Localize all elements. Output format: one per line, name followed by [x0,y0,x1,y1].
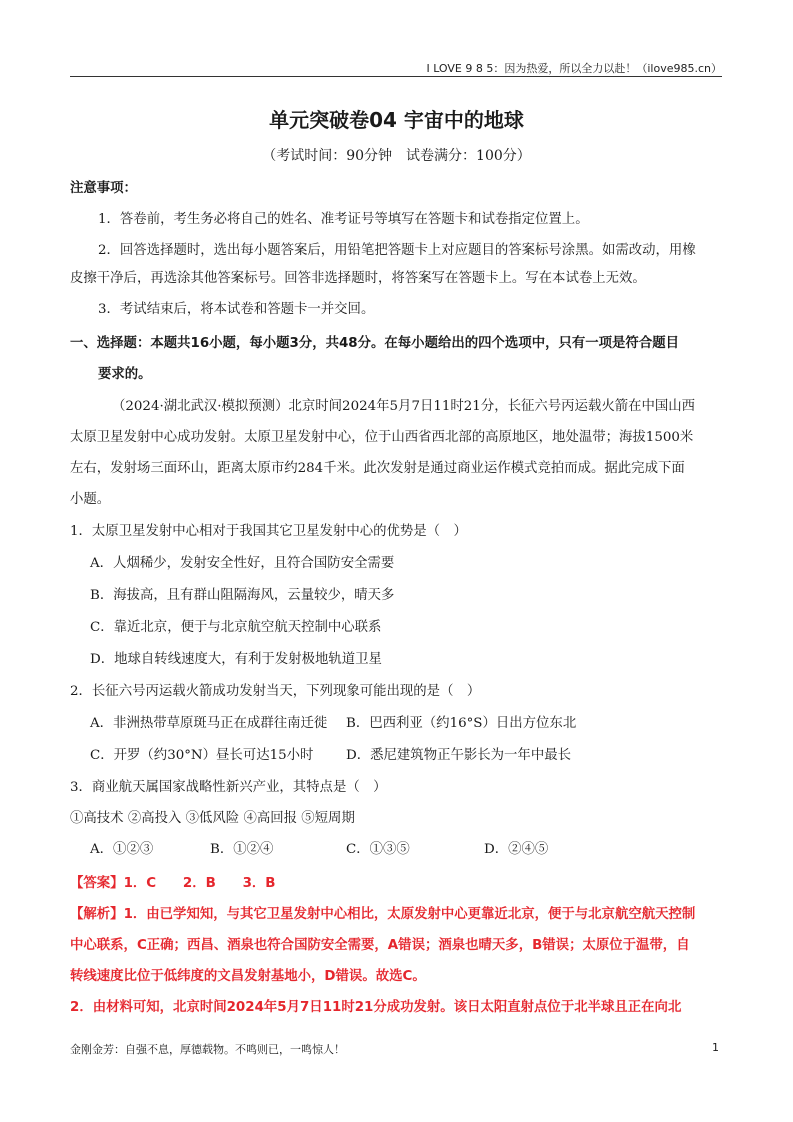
exam-info: （考试时间：90分钟 试卷满分：100分） [262,148,531,164]
material-line-3: 左右，发射场三面环山，距离太原市约284千米。此次发射是通过商业运作模式竞拍而成。据此完成下面 [70,461,685,476]
question-3-option-d: D．②④⑤ [484,842,549,857]
analysis-line-1 [70,903,695,922]
question-2-option-c: C．开罗（约30°N）昼长可达15小时 [90,748,314,763]
question-3-option-a: A．①②③ [90,842,154,857]
answer-text: 1．C 2．B 3．B [123,876,276,891]
answer-label: 【答案】 [70,876,124,891]
question-3-items: ①高技术 ②高投入 ③低风险 ④高回报 ⑤短周期 [70,811,355,826]
question-2-option-b: B．巴西利亚（约16°S）日出方位东北 [346,716,577,731]
question-3-option-b: B．①②④ [210,842,274,857]
analysis-line-3: 转线速度比位于低纬度的文昌发射基地小，D错误。故选C。 [70,969,426,984]
analysis-label: 【解析】 [70,907,124,922]
question-3-stem: 3．商业航天属国家战略性新兴产业，其特点是（ ） [70,780,387,795]
page-number: 1 [712,1041,719,1054]
question-1-option-c: C．靠近北京，便于与北京航空航天控制中心联系 [90,620,382,635]
note-1: 1．答卷前，考生务必将自己的姓名、准考证号等填写在答题卡和试卷指定位置上。 [98,212,589,227]
page-header: I LOVE 9 8 5：因为热爱，所以全力以赴！（ilove985.cn） [426,62,722,75]
question-1-option-d: D．地球自转线速度大，有利于发射极地轨道卫星 [90,652,382,667]
analysis-text-1: 1．由已学知知，与其它卫星发射中心相比，太原发射中心更靠近北京，便于与北京航空航天控制 [123,907,696,922]
question-2-stem: 2．长征六号丙运载火箭成功发射当天，下列现象可能出现的是（ ） [70,684,481,699]
note-2b: 皮擦干净后，再选涂其他答案标号。回答非选择题时，将答案写在答题卡上。写在本试卷上无效。 [70,271,646,286]
question-1-option-b: B．海拔高，且有群山阻隔海风，云量较少，晴天多 [90,588,395,603]
question-2-option-a: A．非洲热带草原斑马正在成群往南迁徙 [90,716,328,731]
page-title: 单元突破卷04 宇宙中的地球 [269,108,524,132]
question-1-stem: 1．太原卫星发射中心相对于我国其它卫星发射中心的优势是（ ） [70,524,467,539]
note-3: 3．考试结束后，将本试卷和答题卡一并交回。 [98,302,375,317]
footer-motto: 金刚金芳：自强不息，厚德载物。不鸣则已，一鸣惊人！ [70,1043,345,1056]
header-divider [70,76,722,77]
analysis-line-2: 中心联系，C正确；西昌、酒泉也符合国防安全需要，A错误；酒泉也晴天多，B错误；太原位于温带，自 [70,938,690,953]
answer-block [70,872,276,891]
section-heading-line2: 要求的。 [98,367,152,382]
question-1-option-a: A．人烟稀少，发射安全性好，且符合国防安全需要 [90,556,395,571]
analysis-line-4: 2．由材料可知，北京时间2024年5月7日11时21分成功发射。该日太阳直射点位于北半球且正在向北 [70,1000,682,1015]
notes-heading: 注意事项： [70,181,137,196]
material-line-2: 太原卫星发射中心成功发射。太原卫星发射中心，位于山西省西北部的高原地区，地处温带；海拔1500米 [70,430,694,445]
material-line-4: 小题。 [70,492,111,507]
question-3-option-c: C．①③⑤ [346,842,410,857]
material-line-1: （2024·湖北武汉·模拟预测）北京时间2024年5月7日11时21分，长征六号丙运载火箭在中国山西 [112,399,696,414]
section-heading-line1: 一、选择题：本题共16小题，每小题3分，共48分。在每小题给出的四个选项中，只有一项是符合题目 [70,336,679,351]
question-2-option-d: D．悉尼建筑物正午影长为一年中最长 [346,748,571,763]
note-2a: 2．回答选择题时，选出每小题答案后，用铅笔把答题卡上对应题目的答案标号涂黑。如需改动，用橡 [98,243,696,258]
